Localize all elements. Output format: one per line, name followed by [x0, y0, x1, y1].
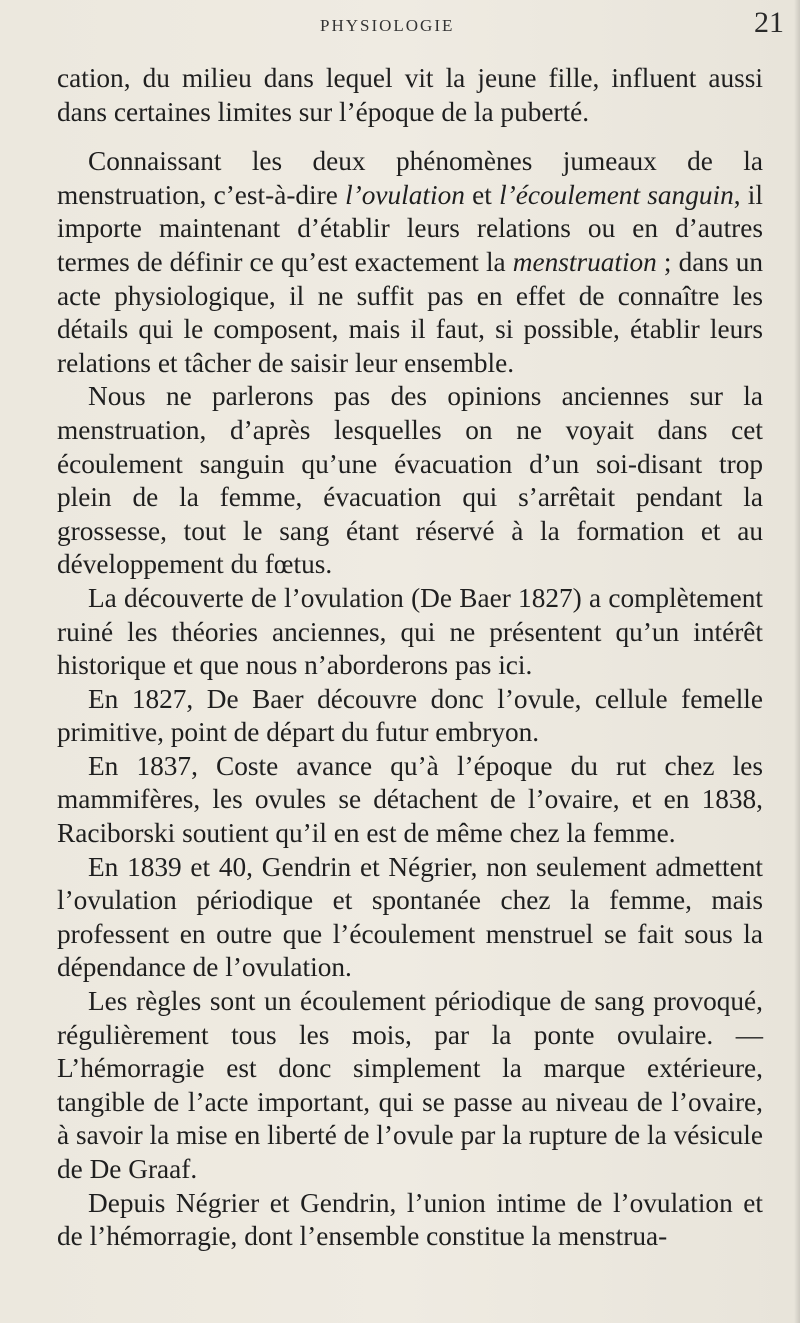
paragraph-9 — [57, 1187, 763, 1254]
paragraph-1-segment-1: cation, du milieu dans lequel vit la jeune fille, influent aussi dans certaines limites sur l’époque de la puberté. — [57, 63, 763, 127]
paragraph-2-segment-3: et — [464, 179, 500, 210]
paragraph-2-segment-6: menstruation — [512, 246, 657, 277]
paragraph-4 — [57, 582, 763, 683]
paragraph-2-segment-4: l’écoulement sanguin — [499, 179, 734, 210]
paragraph-2-segment-7: ; dans un acte physiologique, il ne suffit pas en effet de connaître les détails qui le composent, mais il faut, si possible, établir leurs relations et tâcher de saisir leur ensemble. — [57, 246, 763, 378]
paragraph-3-segment-1: Nous ne parlerons pas des opinions anciennes sur la menstruation, d’après lesquelles on ne voyait dans cet écoulement sanguin qu’une évacuation d’un soi-disant trop plein de la femme, évacuation qui s’arrêtait pendant la grossesse, tout le sang étant réservé à la formation et au développement du fœtus. — [57, 381, 763, 580]
paragraph-7 — [57, 851, 763, 985]
page-header — [0, 4, 800, 54]
paragraph-6 — [57, 750, 763, 851]
paragraph-1 — [57, 62, 763, 129]
paragraph-4-segment-1: La découverte de l’ovulation (De Baer 1827) a complètement ruiné les théories anciennes, qui ne présentent qu’un intérêt historique et que nous n’aborderons pas ici. — [57, 582, 763, 681]
page-number: 21 — [754, 6, 784, 39]
page-edge-shadow — [794, 0, 800, 1323]
paragraph-3 — [57, 380, 763, 582]
paragraph-5 — [57, 683, 763, 750]
paragraph-6-segment-1: En 1837, Coste avance qu’à l’époque du rut chez les mammifères, les ovules se détachent de l’ovaire, et en 1838, Raciborski soutient qu’il en est de même chez la femme. — [57, 750, 763, 849]
paragraph-2-segment-2: l’ovulation — [345, 179, 465, 210]
paragraph-7-segment-1: En 1839 et 40, Gendrin et Négrier, non seulement admettent l’ovulation périodique et spontanée chez la femme, mais professent en outre que l’écoulement menstruel se fait sous la dépendance de l’ovulation. — [57, 851, 763, 983]
paragraph-9-segment-1: Depuis Négrier et Gendrin, l’union intime de l’ovulation et de l’hémorragie, dont l’ensemble constitue la menstrua- — [57, 1187, 763, 1252]
body-text — [57, 62, 763, 1254]
paragraph-2-segment-5: , il importe maintenant d’établir leurs relations ou en d’autres termes de définir ce qu’est exactement la — [57, 179, 763, 277]
paragraph-8 — [57, 985, 763, 1187]
running-head: PHYSIOLOGIE — [320, 16, 455, 35]
paragraph-8-segment-1: Les règles sont un écoulement périodique de sang provoqué, régulièrement tous les mois, par la ponte ovulaire. — L’hémorragie est donc simplement la marque extérieure, tangible de l’acte important, qui se passe au niveau de l’ovaire, à savoir la mise en liberté de l’ovule par la rupture de la vésicule de De Graaf. — [57, 986, 763, 1184]
paragraph-2-segment-1: Connaissant les deux phénomènes jumeaux de la menstruation, c’est-à-dire — [57, 146, 763, 210]
paragraph-2 — [57, 145, 763, 380]
paragraph-5-segment-1: En 1827, De Baer découvre donc l’ovule, cellule femelle primitive, point de départ du futur embryon. — [57, 683, 763, 748]
